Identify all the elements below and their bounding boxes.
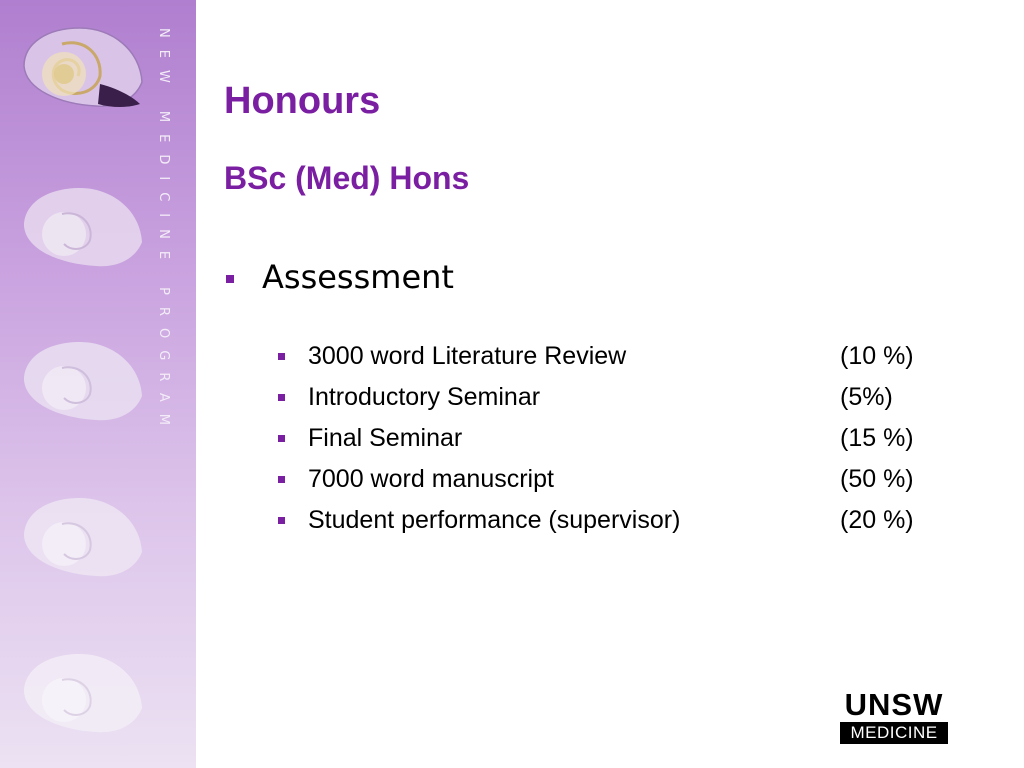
item-weight: (5%): [840, 383, 893, 411]
slide-subtitle: BSc (Med) Hons: [224, 160, 470, 196]
slide-title: Honours: [224, 80, 381, 122]
nautilus-shell-faded-icon: [20, 494, 144, 586]
item-label: 3000 word Literature Review: [308, 342, 627, 370]
sidebar-decoration: [0, 0, 196, 768]
list-item: [278, 459, 978, 500]
list-item: [278, 418, 978, 459]
item-weight: (15 %): [840, 424, 914, 452]
nautilus-shell-faded-icon: [20, 338, 144, 430]
list-item: [278, 500, 978, 541]
item-label: Final Seminar: [308, 424, 463, 452]
item-weight: (10 %): [840, 342, 914, 370]
assessment-heading: Assessment: [262, 258, 454, 296]
square-bullet-icon: [278, 394, 285, 401]
square-bullet-icon: [278, 517, 285, 524]
nautilus-shell-faded-icon: [20, 650, 144, 742]
nautilus-shell-faded-icon: [20, 184, 144, 276]
square-bullet-icon: [278, 476, 285, 483]
logo-line-unsw: UNSW: [844, 687, 944, 722]
item-weight: (50 %): [840, 465, 914, 493]
logo-line-medicine: MEDICINE: [840, 722, 948, 744]
item-label: Student performance (supervisor): [308, 506, 681, 534]
square-bullet-icon: [278, 435, 285, 442]
square-bullet-icon: [226, 275, 234, 283]
item-label: 7000 word manuscript: [308, 465, 554, 493]
list-item: [278, 336, 978, 377]
list-item: [278, 377, 978, 418]
assessment-bullet: [226, 258, 454, 296]
square-bullet-icon: [278, 353, 285, 360]
nautilus-shell-icon: [20, 24, 144, 116]
program-vertical-label: NEW MEDICINE PROGRAM: [156, 28, 171, 437]
item-weight: (20 %): [840, 506, 914, 534]
unsw-medicine-logo: [840, 687, 948, 744]
assessment-list: [278, 336, 978, 541]
item-label: Introductory Seminar: [308, 383, 541, 411]
